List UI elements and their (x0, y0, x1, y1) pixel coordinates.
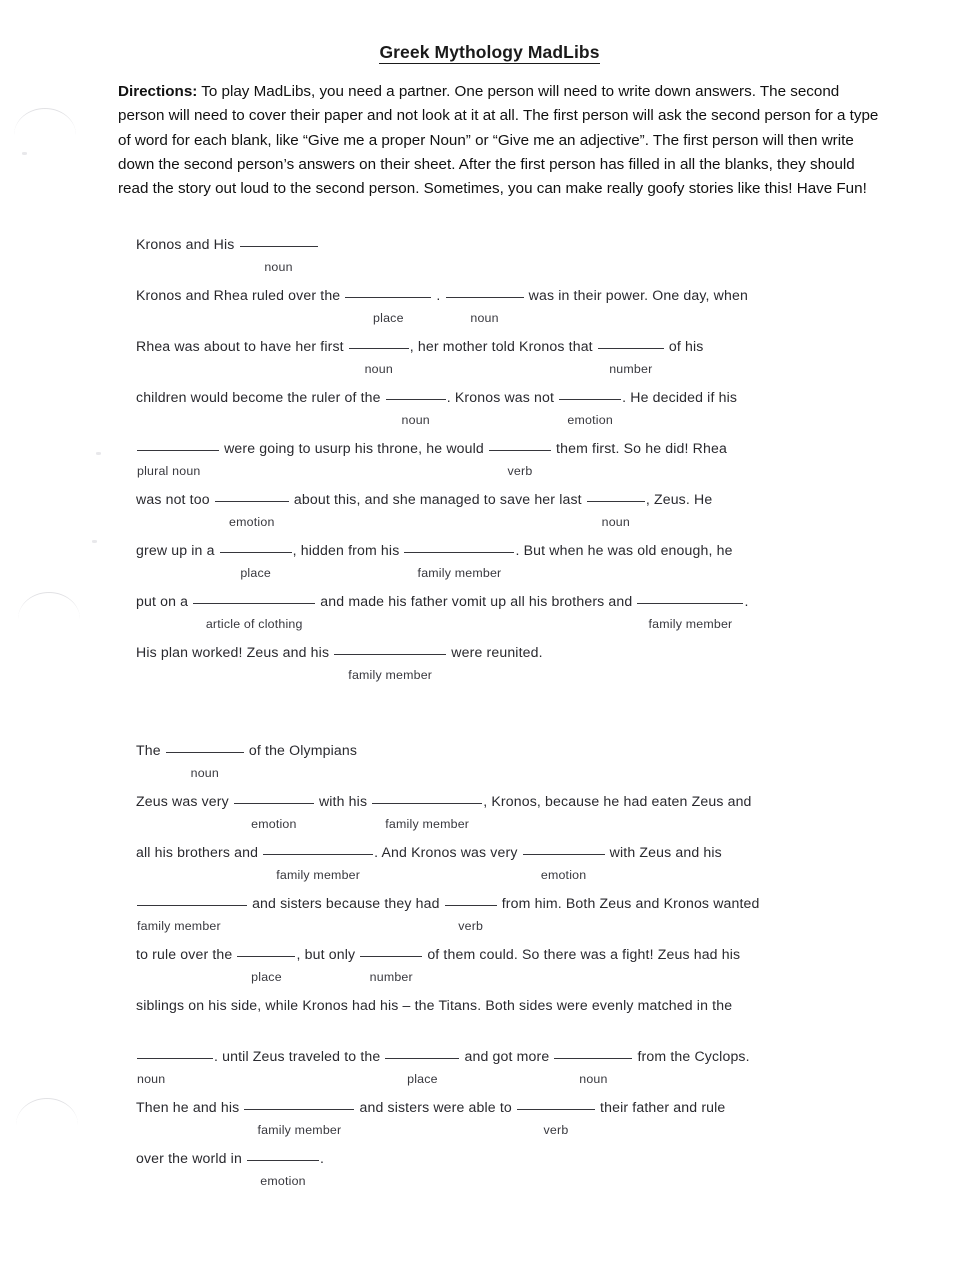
blank-field[interactable] (244, 1109, 354, 1137)
blank-hint: family member (417, 566, 502, 580)
text-segment: were reunited. (447, 644, 543, 660)
blank-hint: emotion (260, 1174, 306, 1188)
scan-artifact-speck-lower (92, 540, 97, 543)
blank-hint: emotion (567, 413, 613, 427)
blank-hint: noun (470, 311, 499, 325)
blank-field[interactable] (234, 803, 314, 831)
directions-paragraph (118, 80, 883, 201)
blank-hint: emotion (251, 817, 297, 831)
story-one (136, 236, 836, 695)
story-two-heading (136, 742, 836, 793)
scan-artifact-arc-bottom (16, 1098, 78, 1125)
blank-hint: family member (257, 1123, 342, 1137)
text-segment: . But when he was old enough, he (515, 542, 733, 558)
text-segment: and sisters because they had (248, 895, 444, 911)
text-segment: and got more (460, 1048, 554, 1064)
story-line (136, 946, 836, 997)
blank-hint: family member (276, 868, 361, 882)
blank-field[interactable] (215, 501, 289, 529)
story-line (136, 542, 836, 593)
blank-hint: noun (401, 413, 430, 427)
blank-hint: verb (507, 464, 533, 478)
story-line (136, 895, 836, 946)
blank-hint: noun (601, 515, 630, 529)
blank-hint: verb (458, 919, 484, 933)
story-line (136, 1150, 836, 1201)
story-one-heading (136, 236, 836, 287)
blank-field[interactable] (517, 1109, 595, 1137)
blank-field[interactable] (385, 1058, 459, 1086)
story-line (136, 287, 836, 338)
blank-hint: article of clothing (205, 617, 303, 631)
text-segment: Kronos and Rhea ruled over the (136, 287, 345, 303)
text-segment: over the world in (136, 1150, 247, 1166)
story-line (136, 793, 836, 844)
blank-field[interactable] (137, 450, 219, 478)
text-segment: , hidden from his (292, 542, 404, 558)
text-segment: His plan worked! Zeus and his (136, 644, 334, 660)
blank-field[interactable] (404, 552, 514, 580)
blank-field[interactable] (247, 1160, 319, 1188)
page-title (0, 42, 979, 63)
text-segment: from the Cyclops. (633, 1048, 750, 1064)
directions-body: To play MadLibs, you need a partner. One person will need to write down answers. The second person will need to cover their paper and not look at it at all. The first person will ask the second person for a type of word for each blank, like “Give me a proper Noun” or “Give me an adjective”. The first person will then write down the second person’s answers on their sheet. After the first person has filled in all the blanks, they should read the story out loud to the second person. Sometimes, you can make really goofy stories like this! Have Fun! (118, 83, 879, 198)
blank-hint: place (240, 566, 271, 580)
text-segment: their father and rule (595, 1099, 726, 1115)
story-line (136, 644, 836, 695)
story-line (136, 491, 836, 542)
blank-field[interactable] (598, 348, 664, 376)
story-line (136, 338, 836, 389)
text-segment: . until Zeus traveled to the (214, 1048, 385, 1064)
story-line (136, 1099, 836, 1150)
text-segment: . (320, 1150, 325, 1166)
blank-hint: noun (579, 1072, 608, 1086)
story-line (136, 440, 836, 491)
text-segment: was not too (136, 491, 214, 507)
text-segment: . Kronos was not (446, 389, 559, 405)
text-segment: of his (664, 338, 704, 354)
blank-hint: place (407, 1072, 438, 1086)
text-segment: and sisters were able to (355, 1099, 516, 1115)
text-segment: to rule over the (136, 946, 237, 962)
blank-field[interactable] (587, 501, 645, 529)
blank-hint: noun (137, 1072, 166, 1086)
blank-field[interactable] (349, 348, 409, 376)
blank-hint: family member (348, 668, 433, 682)
blank-hint: place (373, 311, 404, 325)
text-segment: about this, and she managed to save her last (289, 491, 586, 507)
blank-hint: family member (137, 919, 221, 933)
blank-field[interactable] (445, 905, 497, 933)
text-segment: . (744, 593, 749, 609)
scan-artifact-arc-top (14, 108, 76, 135)
blank-field[interactable] (193, 603, 315, 631)
blank-hint: plural noun (137, 464, 201, 478)
blank-field[interactable] (220, 552, 292, 580)
text-segment: Zeus was very (136, 793, 233, 809)
text-segment: Then he and his (136, 1099, 244, 1115)
blank-field[interactable] (240, 246, 318, 274)
blank-field[interactable] (166, 752, 244, 780)
blank-hint: family member (385, 817, 470, 831)
text-segment: with his (314, 793, 372, 809)
blank-hint: noun (364, 362, 393, 376)
blank-field[interactable] (559, 399, 621, 427)
blank-field[interactable] (360, 956, 422, 984)
page-title-text: Greek Mythology MadLibs (379, 42, 600, 62)
text-segment: of them could. So there was a fight! Zeus had his (423, 946, 741, 962)
blank-field[interactable] (137, 1058, 213, 1086)
blank-hint: emotion (229, 515, 275, 529)
story-two (136, 742, 836, 1201)
text-segment: siblings on his side, while Kronos had his – the Titans. Both sides were evenly matched in the (136, 997, 733, 1013)
story-line (136, 844, 836, 895)
text-segment: Kronos and His (136, 236, 239, 252)
text-segment: , her mother told Kronos that (409, 338, 597, 354)
text-segment: put on a (136, 593, 193, 609)
blank-hint: place (251, 970, 282, 984)
scan-artifact-speck-upper (22, 152, 27, 155)
text-segment: and made his father vomit up all his brothers and (316, 593, 637, 609)
text-segment: all his brothers and (136, 844, 263, 860)
story-line (136, 1048, 836, 1099)
text-segment: was in their power. One day, when (524, 287, 748, 303)
text-segment: them first. So he did! Rhea (551, 440, 727, 456)
story-line (136, 389, 836, 440)
text-segment: grew up in a (136, 542, 219, 558)
text-segment: , Kronos, because he had eaten Zeus and (483, 793, 752, 809)
story-line (136, 593, 836, 644)
blank-hint: emotion (540, 868, 587, 882)
blank-field[interactable] (523, 854, 605, 882)
text-segment: children would become the ruler of the (136, 389, 385, 405)
blank-field[interactable] (137, 905, 247, 933)
blank-field[interactable] (263, 854, 373, 882)
blank-field[interactable] (386, 399, 446, 427)
text-segment: , but only (296, 946, 360, 962)
blank-field[interactable] (334, 654, 446, 682)
story-line (136, 997, 836, 1048)
blank-field[interactable] (372, 803, 482, 831)
scan-artifact-arc-middle (18, 592, 80, 619)
blank-hint: verb (543, 1123, 569, 1137)
text-segment: from him. Both Zeus and Kronos wanted (497, 895, 760, 911)
text-segment: The (136, 742, 165, 758)
text-segment: . He decided if his (622, 389, 738, 405)
blank-hint: number (609, 362, 653, 376)
text-segment: , Zeus. He (645, 491, 713, 507)
text-segment: . (432, 287, 445, 303)
text-segment: Rhea was about to have her first (136, 338, 348, 354)
blank-hint: number (369, 970, 413, 984)
text-segment: . And Kronos was very (374, 844, 522, 860)
blank-field[interactable] (489, 450, 551, 478)
blank-hint: family member (648, 617, 733, 631)
blank-field[interactable] (446, 297, 524, 325)
blank-field[interactable] (637, 603, 743, 631)
blank-field[interactable] (237, 956, 295, 984)
text-segment: of the Olympians (244, 742, 358, 758)
blank-field[interactable] (554, 1058, 632, 1086)
blank-hint: noun (264, 260, 293, 274)
scan-artifact-speck-mid (96, 452, 101, 455)
text-segment: were going to usurp his throne, he would (220, 440, 488, 456)
blank-field[interactable] (345, 297, 431, 325)
directions-label: Directions: (118, 83, 198, 100)
blank-hint: noun (190, 766, 219, 780)
text-segment: with Zeus and his (605, 844, 722, 860)
